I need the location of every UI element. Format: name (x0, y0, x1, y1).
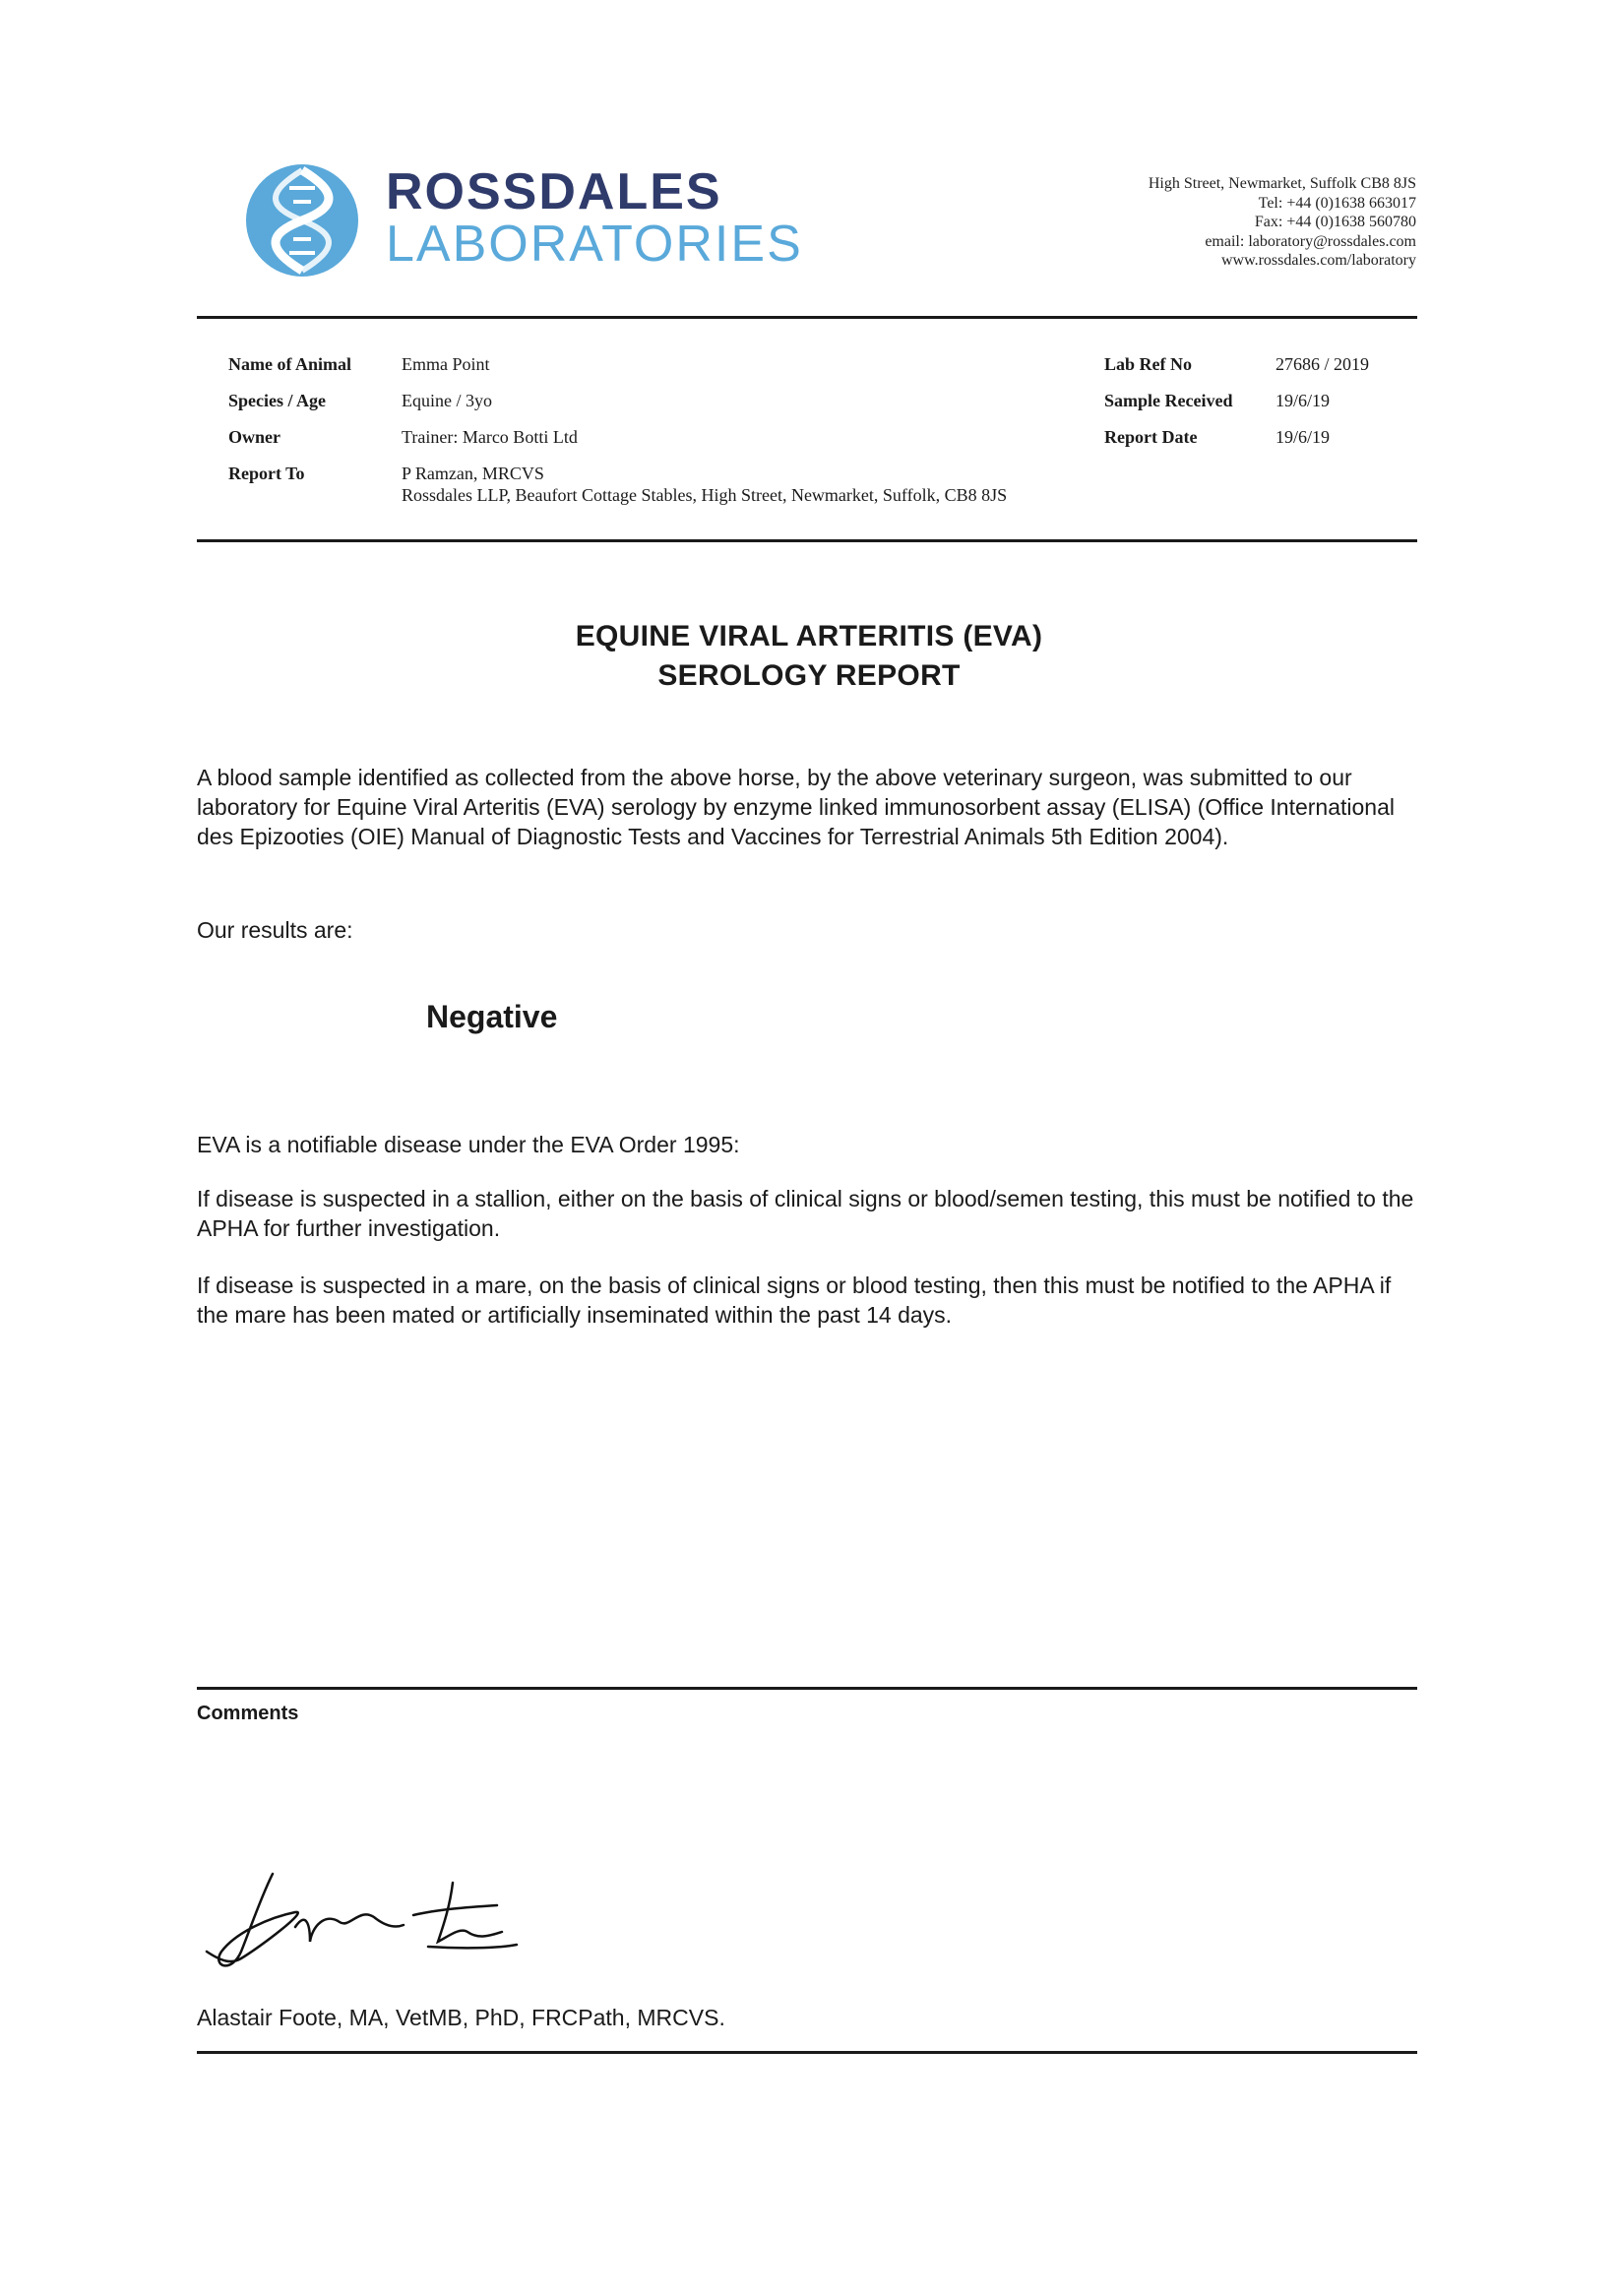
footer-divider (197, 2051, 1417, 2054)
species-age-value: Equine / 3yo (402, 391, 492, 410)
handwritten-signature (202, 1868, 527, 1986)
lab-website: www.rossdales.com/laboratory (1220, 252, 1416, 269)
report-date-value: 19/6/19 (1276, 427, 1331, 447)
report-date-label: Report Date (1104, 427, 1198, 447)
details-divider (197, 539, 1417, 542)
sample-received-value: 19/6/19 (1276, 391, 1331, 410)
test-result: Negative (426, 999, 558, 1034)
sample-received-label: Sample Received (1104, 391, 1233, 410)
owner-label: Owner (228, 427, 280, 447)
signatory-name: Alastair Foote, MA, VetMB, PhD, FRCPath, MRCVS. (197, 2005, 725, 2030)
lab-telephone: Tel: +44 (0)1638 663017 (1258, 194, 1416, 212)
header-divider (197, 316, 1417, 319)
comments-label: Comments (197, 1703, 299, 1724)
animal-name-label: Name of Animal (228, 354, 351, 374)
dna-logo-icon (244, 162, 360, 279)
stallion-note: If disease is suspected in a stallion, either on the basis of clinical signs or blood/semen testing, this must be notified to the APHA for further investigation. (197, 1186, 1414, 1241)
owner-value: Trainer: Marco Botti Ltd (402, 427, 578, 447)
lab-address: High Street, Newmarket, Suffolk CB8 8JS (1148, 175, 1416, 192)
report-subtitle: SEROLOGY REPORT (657, 659, 961, 692)
animal-name-value: Emma Point (402, 354, 490, 374)
notifiable-statement: EVA is a notifiable disease under the EVA Order 1995: (197, 1132, 740, 1157)
intro-paragraph: A blood sample identified as collected from the above horse, by the above veterinary surgeon, was submitted to our laboratory for Equine Viral Arteritis (EVA) serology by enzyme linked immunosorbent assay (ELISA) (Office International des Epizooties (OIE) Manual of Diagnostic Tests and Vaccines for Terrestrial Animals 5th Edition 2004). (197, 765, 1395, 849)
logo-wordmark-bottom: LABORATORIES (386, 216, 803, 273)
lab-ref-label: Lab Ref No (1104, 354, 1192, 374)
results-intro: Our results are: (197, 917, 353, 943)
logo-wordmark-top: ROSSDALES (386, 163, 722, 220)
report-to-name: P Ramzan, MRCVS (402, 464, 544, 483)
lab-fax: Fax: +44 (0)1638 560780 (1254, 214, 1416, 230)
comments-divider (197, 1687, 1417, 1690)
lab-email: email: laboratory@rossdales.com (1205, 232, 1416, 250)
species-age-label: Species / Age (228, 391, 326, 410)
report-to-label: Report To (228, 464, 305, 483)
lab-ref-value: 27686 / 2019 (1276, 354, 1370, 374)
mare-note: If disease is suspected in a mare, on the basis of clinical signs or blood testing, then this must be notified to the APHA if the mare has been mated or artificially inseminated within the past 14 days. (197, 1272, 1392, 1328)
report-title: EQUINE VIRAL ARTERITIS (EVA) (575, 620, 1043, 652)
lab-contact-block (1003, 174, 1416, 271)
report-to-address: Rossdales LLP, Beaufort Cottage Stables, High Street, Newmarket, Suffolk, CB8 8JS (402, 485, 1008, 505)
